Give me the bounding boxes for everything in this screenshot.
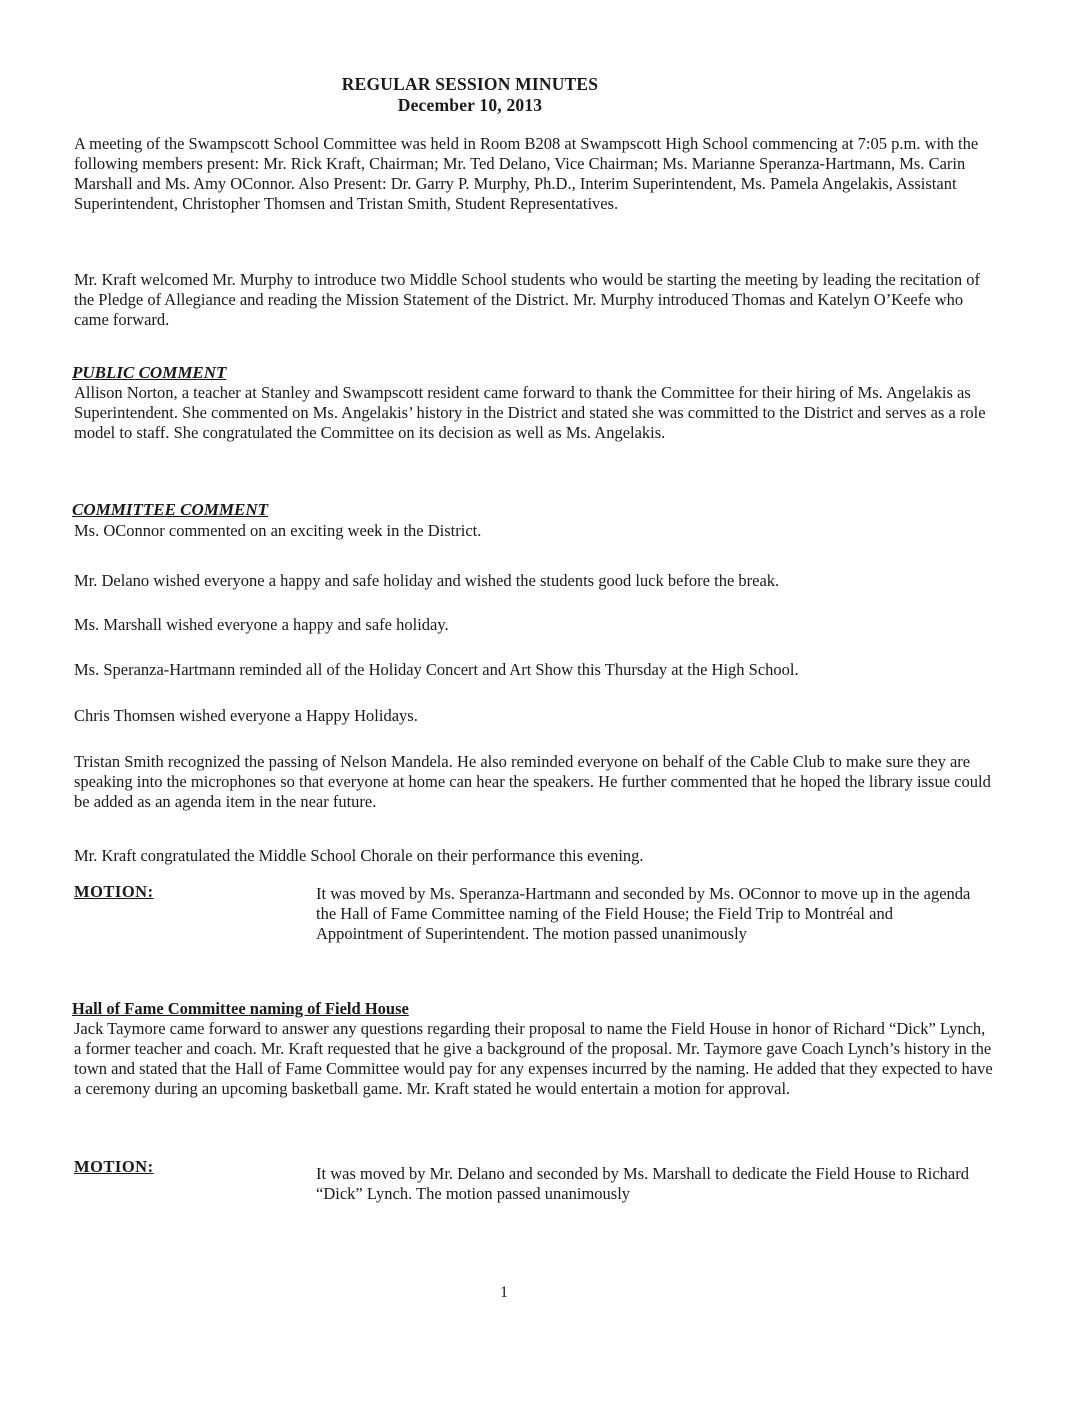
public-comment-heading: PUBLIC COMMENT bbox=[72, 363, 227, 382]
hall-of-fame-text: Jack Taymore came forward to answer any questions regarding their proposal to name the Field House in honor of Richard “Dick” Lynch, a former teacher and coach. Mr. Kraft requested that he give a background of the proposal. Mr. Taymore gave Coach Lynch’s history in the town and stated that the Hall of Fame Committee would pay for any expenses incurred by the naming. He added that they expected to have a ceremony during an upcoming basketball game. Mr. Kraft stated he would entertain a motion for approval. bbox=[74, 1019, 993, 1098]
committee-comment-item: Mr. Kraft congratulated the Middle School Chorale on their performance this evening. bbox=[74, 846, 644, 865]
committee-comment-item: Mr. Delano wished everyone a happy and safe holiday and wished the students good luck before the break. bbox=[74, 571, 780, 590]
document-title bbox=[0, 74, 940, 116]
hall-of-fame-heading: Hall of Fame Committee naming of Field House bbox=[72, 999, 409, 1018]
committee-comment-item: Chris Thomsen wished everyone a Happy Holidays. bbox=[74, 706, 418, 725]
title-line-1: REGULAR SESSION MINUTES bbox=[341, 74, 599, 94]
public-comment-text: Allison Norton, a teacher at Stanley and Swampscott resident came forward to thank the Committee for their hiring of Ms. Angelakis as Superintendent. She commented on Ms. Angelakis’ history in the District and stated she was committed to the District and serves as a role model to staff. She congratulated the Committee on its decision as well as Ms. Angelakis. bbox=[74, 383, 986, 442]
title-date: December 10, 2013 bbox=[397, 95, 543, 115]
welcome-paragraph: Mr. Kraft welcomed Mr. Murphy to introduce two Middle School students who would be starting the meeting by leading the recitation of the Pledge of Allegiance and reading the Mission Statement of the District. Mr. Murphy introduced Thomas and Katelyn O’Keefe who came forward. bbox=[74, 270, 980, 329]
page-number: 1 bbox=[500, 1284, 508, 1301]
committee-comment-heading: COMMITTEE COMMENT bbox=[72, 500, 269, 519]
motion-label: MOTION: bbox=[74, 882, 154, 901]
motion-label: MOTION: bbox=[74, 1157, 154, 1176]
committee-comment-item: Ms. Speranza-Hartmann reminded all of the Holiday Concert and Art Show this Thursday at the High School. bbox=[74, 660, 799, 679]
intro-paragraph: A meeting of the Swampscott School Committee was held in Room B208 at Swampscott High School commencing at 7:05 p.m. with the following members present: Mr. Rick Kraft, Chairman; Mr. Ted Delano, Vice Chairman; Ms. Marianne Speranza-Hartmann, Ms. Carin Marshall and Ms. Amy OConnor. Also Present: Dr. Garry P. Murphy, Ph.D., Interim Superintendent, Ms. Pamela Angelakis, Assistant Superintendent, Christopher Thomsen and Tristan Smith, Student Representatives. bbox=[74, 134, 979, 213]
committee-comment-item: Tristan Smith recognized the passing of Nelson Mandela. He also reminded everyone on behalf of the Cable Club to make sure they are speaking into the microphones so that everyone at home can hear the speakers. He further commented that he hoped the library issue could be added as an agenda item in the near future. bbox=[74, 752, 991, 811]
committee-comment-item: Ms. Marshall wished everyone a happy and safe holiday. bbox=[74, 615, 449, 634]
motion-text: It was moved by Mr. Delano and seconded by Ms. Marshall to dedicate the Field House to Richard “Dick” Lynch. The motion passed unanimously bbox=[316, 1164, 969, 1203]
committee-comment-item: Ms. OConnor commented on an exciting week in the District. bbox=[74, 521, 482, 540]
motion-text: It was moved by Ms. Speranza-Hartmann and seconded by Ms. OConnor to move up in the agenda the Hall of Fame Committee naming of the Field House; the Field Trip to Montréal and Appointment of Superintendent. The motion passed unanimously bbox=[316, 884, 971, 943]
